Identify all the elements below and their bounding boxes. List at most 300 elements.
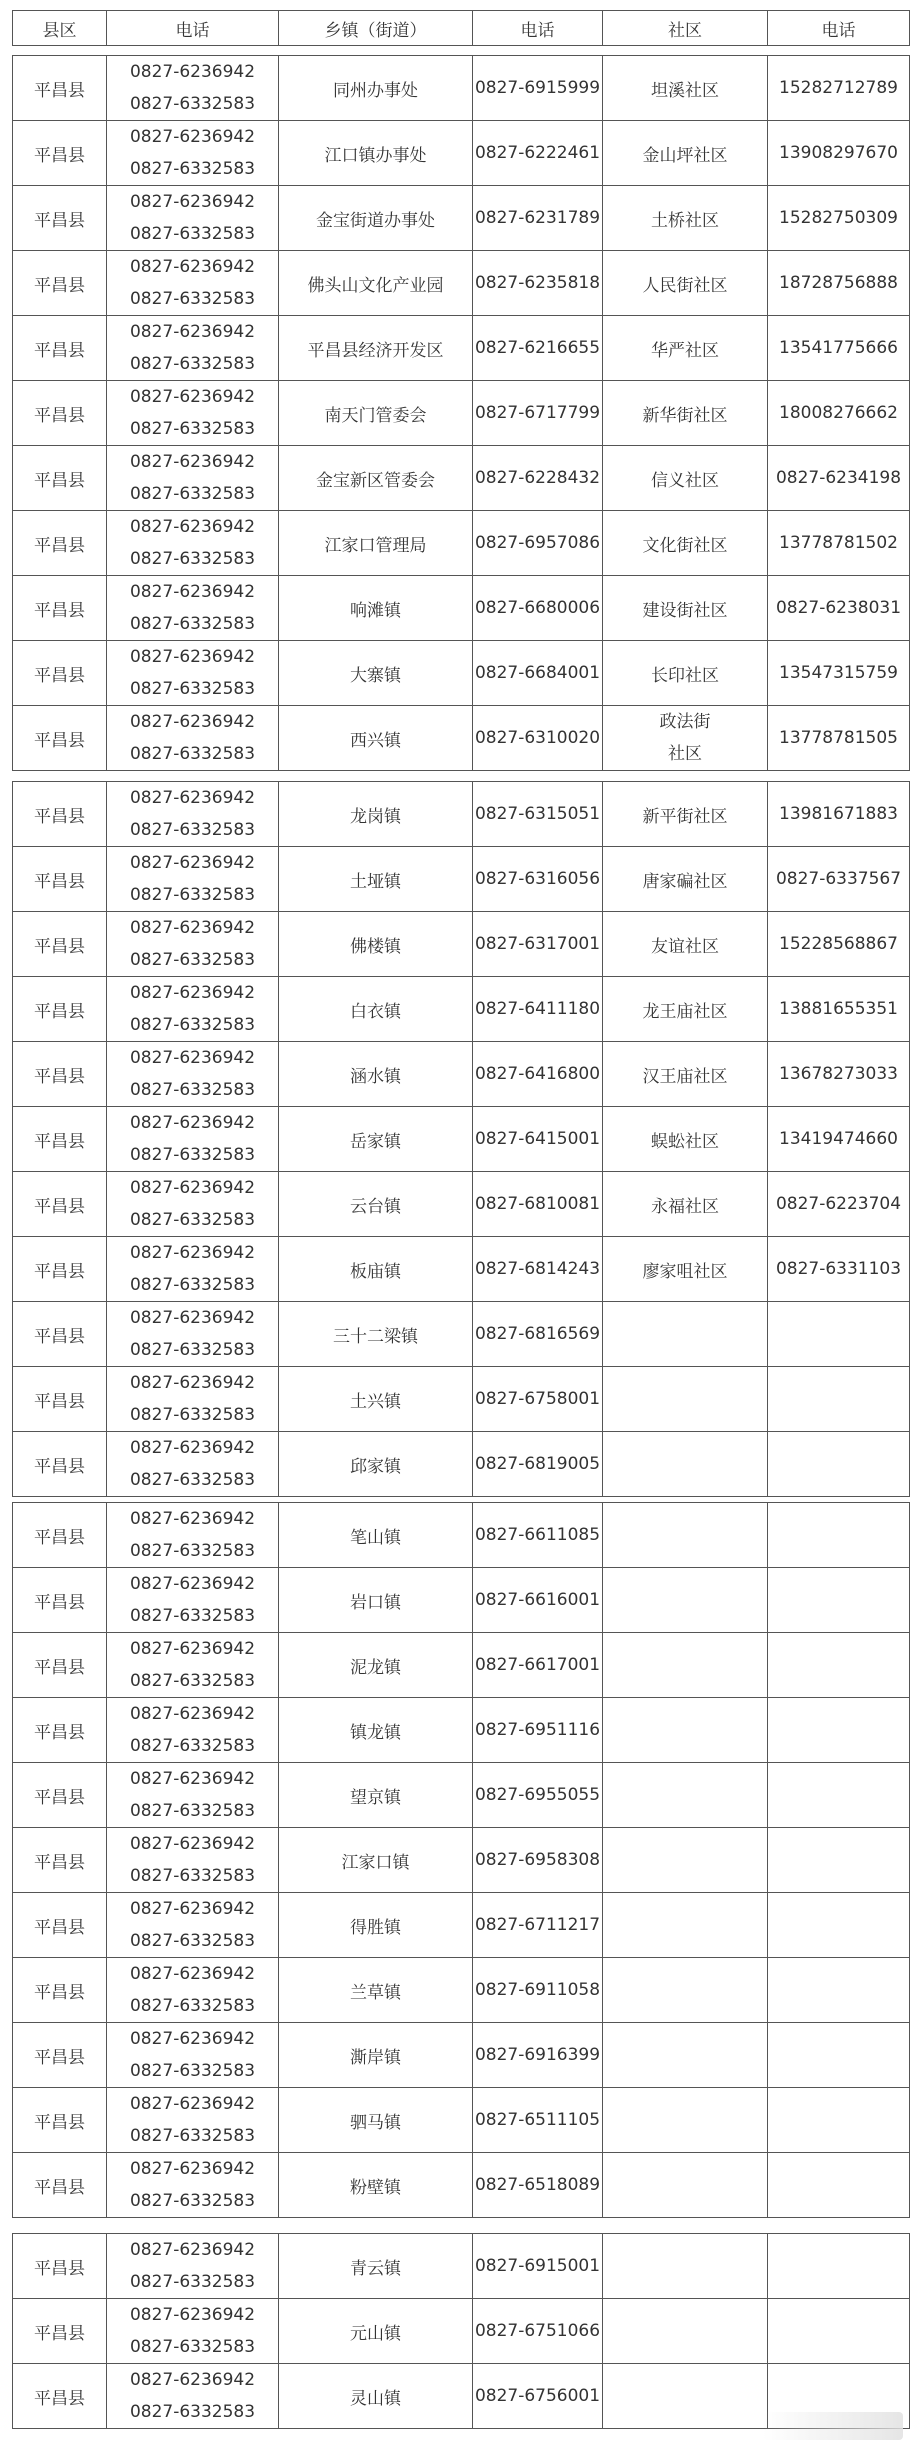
community-cell: 信义社区 — [603, 446, 768, 511]
county-cell: 平昌县 — [13, 2023, 107, 2088]
county-phone: 0827-6236942 — [129, 127, 256, 147]
county-cell: 平昌县 — [13, 1172, 107, 1237]
table-row — [13, 511, 910, 576]
county-phone: 0827-6332583 — [129, 484, 256, 504]
community-cell: 友谊社区 — [603, 912, 768, 977]
table-row — [13, 1503, 910, 1568]
county-phone: 0827-6236942 — [129, 257, 256, 277]
town-cell: 望京镇 — [279, 1763, 473, 1828]
county-phone-cell — [107, 1503, 279, 1568]
community-phone-cell: 13547315759 — [768, 641, 910, 706]
community-phone-cell: 0827-6234198 — [768, 446, 910, 511]
town-phone-cell: 0827-6915001 — [473, 2234, 603, 2299]
table-row — [13, 1302, 910, 1367]
community-phone-cell — [768, 1302, 910, 1367]
community-cell — [603, 2364, 768, 2429]
county-phone: 0827-6332583 — [129, 354, 256, 374]
county-phone: 0827-6236942 — [129, 517, 256, 537]
community-cell — [603, 1958, 768, 2023]
town-phone-cell: 0827-6611085 — [473, 1503, 603, 1568]
town-cell: 佛头山文化产业园 — [279, 251, 473, 316]
county-phone: 0827-6332583 — [129, 1210, 256, 1230]
community-phone-cell — [768, 2299, 910, 2364]
table-row — [13, 641, 910, 706]
header-table — [12, 10, 910, 46]
county-phone: 0827-6332583 — [129, 2191, 256, 2211]
county-cell: 平昌县 — [13, 977, 107, 1042]
county-phone: 0827-6332583 — [129, 1145, 256, 1165]
county-phone: 0827-6332583 — [129, 885, 256, 905]
town-cell: 同州办事处 — [279, 56, 473, 121]
county-phone: 0827-6332583 — [129, 820, 256, 840]
county-phone: 0827-6236942 — [129, 1704, 256, 1724]
community-phone-cell — [768, 1893, 910, 1958]
county-phone: 0827-6332583 — [129, 950, 256, 970]
county-phone-cell — [107, 2364, 279, 2429]
table-row — [13, 1633, 910, 1698]
county-phone-cell — [107, 251, 279, 316]
county-phone: 0827-6332583 — [129, 1340, 256, 1360]
county-phone: 0827-6236942 — [129, 1178, 256, 1198]
community-cell — [603, 706, 768, 771]
county-cell: 平昌县 — [13, 782, 107, 847]
town-cell: 邱家镇 — [279, 1432, 473, 1497]
table-row — [13, 912, 910, 977]
county-cell: 平昌县 — [13, 1828, 107, 1893]
county-cell: 平昌县 — [13, 1893, 107, 1958]
header-community-phone: 电话 — [768, 11, 910, 46]
community-cell: 人民街社区 — [603, 251, 768, 316]
county-phone: 0827-6236942 — [129, 1769, 256, 1789]
table-row — [13, 1958, 910, 2023]
county-phone-cell — [107, 1432, 279, 1497]
town-cell: 大寨镇 — [279, 641, 473, 706]
county-cell: 平昌县 — [13, 2234, 107, 2299]
county-phone: 0827-6236942 — [129, 2305, 256, 2325]
county-phone-cell — [107, 1237, 279, 1302]
table-row — [13, 977, 910, 1042]
community-cell — [603, 1763, 768, 1828]
town-phone-cell: 0827-6222461 — [473, 121, 603, 186]
county-phone: 0827-6236942 — [129, 1834, 256, 1854]
community-phone-cell — [768, 1633, 910, 1698]
community-cell: 龙王庙社区 — [603, 977, 768, 1042]
town-cell: 龙岗镇 — [279, 782, 473, 847]
county-phone: 0827-6236942 — [129, 1308, 256, 1328]
community-cell — [603, 2088, 768, 2153]
county-phone: 0827-6332583 — [129, 1736, 256, 1756]
town-phone-cell: 0827-6680006 — [473, 576, 603, 641]
county-phone-cell — [107, 576, 279, 641]
table-row — [13, 576, 910, 641]
county-phone: 0827-6332583 — [129, 1931, 256, 1951]
table-row — [13, 2153, 910, 2218]
community-cell — [603, 1503, 768, 1568]
community-phone-cell: 15282712789 — [768, 56, 910, 121]
county-phone: 0827-6236942 — [129, 1438, 256, 1458]
town-cell: 镇龙镇 — [279, 1698, 473, 1763]
table-row — [13, 251, 910, 316]
county-cell: 平昌县 — [13, 576, 107, 641]
town-cell: 土兴镇 — [279, 1367, 473, 1432]
town-phone-cell: 0827-6717799 — [473, 381, 603, 446]
community-phone-cell: 0827-6238031 — [768, 576, 910, 641]
town-phone-cell: 0827-6955055 — [473, 1763, 603, 1828]
county-phone-cell — [107, 446, 279, 511]
county-phone: 0827-6332583 — [129, 159, 256, 179]
county-cell: 平昌县 — [13, 1633, 107, 1698]
town-phone-cell: 0827-6814243 — [473, 1237, 603, 1302]
town-cell: 江家口镇 — [279, 1828, 473, 1893]
county-phone: 0827-6236942 — [129, 853, 256, 873]
county-cell: 平昌县 — [13, 912, 107, 977]
county-phone-cell — [107, 706, 279, 771]
town-phone-cell: 0827-6684001 — [473, 641, 603, 706]
community-cell: 新平街社区 — [603, 782, 768, 847]
county-phone: 0827-6236942 — [129, 582, 256, 602]
county-phone: 0827-6236942 — [129, 452, 256, 472]
town-phone-cell: 0827-6315051 — [473, 782, 603, 847]
community-phone-cell: 13981671883 — [768, 782, 910, 847]
community-phone-cell — [768, 2234, 910, 2299]
town-cell: 元山镇 — [279, 2299, 473, 2364]
county-phone-cell — [107, 1172, 279, 1237]
county-phone: 0827-6332583 — [129, 1405, 256, 1425]
contact-table-section-1 — [12, 55, 910, 771]
county-phone: 0827-6236942 — [129, 1899, 256, 1919]
community-phone-cell: 0827-6331103 — [768, 1237, 910, 1302]
county-cell: 平昌县 — [13, 316, 107, 381]
header-phone: 电话 — [107, 11, 279, 46]
county-phone: 0827-6236942 — [129, 2094, 256, 2114]
county-phone: 0827-6236942 — [129, 788, 256, 808]
community-cell: 坦溪社区 — [603, 56, 768, 121]
community-cell: 蜈蚣社区 — [603, 1107, 768, 1172]
county-phone: 0827-6236942 — [129, 2029, 256, 2049]
county-phone: 0827-6332583 — [129, 2272, 256, 2292]
watermark — [763, 2412, 903, 2440]
county-cell: 平昌县 — [13, 847, 107, 912]
community-cell — [603, 1432, 768, 1497]
county-phone: 0827-6332583 — [129, 744, 256, 764]
table-row — [13, 782, 910, 847]
community-phone-cell — [768, 1698, 910, 1763]
town-phone-cell: 0827-6751066 — [473, 2299, 603, 2364]
community-phone-cell: 13908297670 — [768, 121, 910, 186]
town-phone-cell: 0827-6518089 — [473, 2153, 603, 2218]
community-cell — [603, 1302, 768, 1367]
table-row — [13, 1698, 910, 1763]
county-phone-cell — [107, 1893, 279, 1958]
county-cell: 平昌县 — [13, 186, 107, 251]
town-cell: 粉壁镇 — [279, 2153, 473, 2218]
town-cell: 兰草镇 — [279, 1958, 473, 2023]
town-cell: 金宝新区管委会 — [279, 446, 473, 511]
county-phone: 0827-6236942 — [129, 1574, 256, 1594]
county-cell: 平昌县 — [13, 706, 107, 771]
community-cell — [603, 2153, 768, 2218]
town-phone-cell: 0827-6511105 — [473, 2088, 603, 2153]
community-name: 社区 — [668, 744, 702, 764]
county-cell: 平昌县 — [13, 1237, 107, 1302]
county-phone: 0827-6332583 — [129, 224, 256, 244]
county-phone: 0827-6236942 — [129, 647, 256, 667]
county-phone-cell — [107, 1107, 279, 1172]
table-row — [13, 847, 910, 912]
community-cell — [603, 1893, 768, 1958]
county-cell: 平昌县 — [13, 2088, 107, 2153]
county-phone: 0827-6236942 — [129, 192, 256, 212]
community-phone-cell: 15282750309 — [768, 186, 910, 251]
community-phone-cell: 0827-6337567 — [768, 847, 910, 912]
header-town: 乡镇（街道） — [279, 11, 473, 46]
contact-table-section-3 — [12, 1502, 910, 2218]
town-phone-cell: 0827-6958308 — [473, 1828, 603, 1893]
community-cell: 长印社区 — [603, 641, 768, 706]
table-row — [13, 2234, 910, 2299]
community-phone-cell — [768, 1503, 910, 1568]
county-cell: 平昌县 — [13, 1503, 107, 1568]
county-phone: 0827-6332583 — [129, 1996, 256, 2016]
community-cell: 金山坪社区 — [603, 121, 768, 186]
county-phone: 0827-6332583 — [129, 2402, 256, 2422]
town-cell: 白衣镇 — [279, 977, 473, 1042]
county-phone: 0827-6236942 — [129, 1048, 256, 1068]
county-cell: 平昌县 — [13, 1302, 107, 1367]
county-cell: 平昌县 — [13, 1763, 107, 1828]
community-phone-cell — [768, 1828, 910, 1893]
town-cell: 泥龙镇 — [279, 1633, 473, 1698]
county-cell: 平昌县 — [13, 1107, 107, 1172]
header-county: 县区 — [13, 11, 107, 46]
county-phone-cell — [107, 186, 279, 251]
town-phone-cell: 0827-6911058 — [473, 1958, 603, 2023]
table-row — [13, 1042, 910, 1107]
county-phone: 0827-6332583 — [129, 549, 256, 569]
county-phone: 0827-6236942 — [129, 2240, 256, 2260]
county-phone: 0827-6332583 — [129, 1671, 256, 1691]
community-cell — [603, 1568, 768, 1633]
community-cell — [603, 1698, 768, 1763]
community-phone-cell — [768, 1763, 910, 1828]
town-phone-cell: 0827-6915999 — [473, 56, 603, 121]
table-row — [13, 121, 910, 186]
county-phone-cell — [107, 977, 279, 1042]
county-phone-cell — [107, 1302, 279, 1367]
county-phone: 0827-6332583 — [129, 289, 256, 309]
community-phone-cell — [768, 1432, 910, 1497]
community-cell — [603, 1828, 768, 1893]
town-cell: 响滩镇 — [279, 576, 473, 641]
town-cell: 涵水镇 — [279, 1042, 473, 1107]
county-phone-cell — [107, 1042, 279, 1107]
town-phone-cell: 0827-6411180 — [473, 977, 603, 1042]
county-cell: 平昌县 — [13, 1958, 107, 2023]
town-phone-cell: 0827-6758001 — [473, 1367, 603, 1432]
county-cell: 平昌县 — [13, 446, 107, 511]
table-row — [13, 2299, 910, 2364]
county-phone-cell — [107, 2299, 279, 2364]
header-community: 社区 — [603, 11, 768, 46]
town-phone-cell: 0827-6816569 — [473, 1302, 603, 1367]
community-phone-cell — [768, 1958, 910, 2023]
county-phone: 0827-6236942 — [129, 1113, 256, 1133]
community-phone-cell — [768, 1367, 910, 1432]
table-row — [13, 2088, 910, 2153]
county-phone-cell — [107, 56, 279, 121]
county-phone-cell — [107, 2153, 279, 2218]
county-phone: 0827-6236942 — [129, 983, 256, 1003]
table-row — [13, 1828, 910, 1893]
town-phone-cell: 0827-6756001 — [473, 2364, 603, 2429]
table-row — [13, 2023, 910, 2088]
county-phone: 0827-6236942 — [129, 712, 256, 732]
county-phone: 0827-6332583 — [129, 1275, 256, 1295]
county-phone: 0827-6332583 — [129, 419, 256, 439]
town-phone-cell: 0827-6916399 — [473, 2023, 603, 2088]
county-phone: 0827-6236942 — [129, 62, 256, 82]
town-phone-cell: 0827-6957086 — [473, 511, 603, 576]
table-row — [13, 1237, 910, 1302]
town-cell: 江口镇办事处 — [279, 121, 473, 186]
town-cell: 金宝街道办事处 — [279, 186, 473, 251]
county-phone-cell — [107, 847, 279, 912]
community-cell — [603, 1633, 768, 1698]
table-row — [13, 446, 910, 511]
town-phone-cell: 0827-6228432 — [473, 446, 603, 511]
community-cell — [603, 2299, 768, 2364]
town-phone-cell: 0827-6216655 — [473, 316, 603, 381]
town-phone-cell: 0827-6951116 — [473, 1698, 603, 1763]
community-phone-cell: 13778781505 — [768, 706, 910, 771]
town-phone-cell: 0827-6416800 — [473, 1042, 603, 1107]
county-phone: 0827-6236942 — [129, 387, 256, 407]
county-phone-cell — [107, 2023, 279, 2088]
town-cell: 灵山镇 — [279, 2364, 473, 2429]
town-cell: 江家口管理局 — [279, 511, 473, 576]
community-cell: 文化街社区 — [603, 511, 768, 576]
town-phone-cell: 0827-6231789 — [473, 186, 603, 251]
town-cell: 佛楼镇 — [279, 912, 473, 977]
county-phone: 0827-6332583 — [129, 679, 256, 699]
county-phone-cell — [107, 511, 279, 576]
county-phone: 0827-6332583 — [129, 614, 256, 634]
town-cell: 澌岸镇 — [279, 2023, 473, 2088]
town-cell: 板庙镇 — [279, 1237, 473, 1302]
community-phone-cell: 13678273033 — [768, 1042, 910, 1107]
table-row — [13, 706, 910, 771]
county-phone: 0827-6332583 — [129, 94, 256, 114]
town-cell: 西兴镇 — [279, 706, 473, 771]
town-phone-cell: 0827-6617001 — [473, 1633, 603, 1698]
community-cell: 建设街社区 — [603, 576, 768, 641]
town-cell: 岩口镇 — [279, 1568, 473, 1633]
county-phone-cell — [107, 2088, 279, 2153]
county-cell: 平昌县 — [13, 2299, 107, 2364]
town-phone-cell: 0827-6415001 — [473, 1107, 603, 1172]
community-phone-cell: 13778781502 — [768, 511, 910, 576]
county-phone: 0827-6332583 — [129, 1080, 256, 1100]
county-phone-cell — [107, 912, 279, 977]
community-phone-cell: 13419474660 — [768, 1107, 910, 1172]
county-phone: 0827-6236942 — [129, 1243, 256, 1263]
county-phone: 0827-6332583 — [129, 1015, 256, 1035]
county-phone: 0827-6236942 — [129, 1639, 256, 1659]
community-cell — [603, 2023, 768, 2088]
town-phone-cell: 0827-6810081 — [473, 1172, 603, 1237]
community-phone-cell — [768, 2088, 910, 2153]
county-cell: 平昌县 — [13, 2364, 107, 2429]
town-phone-cell: 0827-6711217 — [473, 1893, 603, 1958]
town-cell: 云台镇 — [279, 1172, 473, 1237]
county-phone: 0827-6236942 — [129, 2159, 256, 2179]
table-row — [13, 1432, 910, 1497]
town-phone-cell: 0827-6616001 — [473, 1568, 603, 1633]
county-phone: 0827-6236942 — [129, 2370, 256, 2390]
town-cell: 得胜镇 — [279, 1893, 473, 1958]
county-cell: 平昌县 — [13, 1042, 107, 1107]
community-cell: 汉王庙社区 — [603, 1042, 768, 1107]
community-phone-cell: 18008276662 — [768, 381, 910, 446]
county-phone-cell — [107, 1958, 279, 2023]
county-cell: 平昌县 — [13, 1432, 107, 1497]
county-phone-cell — [107, 782, 279, 847]
header-town-phone: 电话 — [473, 11, 603, 46]
county-phone: 0827-6236942 — [129, 1964, 256, 1984]
town-cell: 土垭镇 — [279, 847, 473, 912]
table-row — [13, 186, 910, 251]
county-phone: 0827-6332583 — [129, 1470, 256, 1490]
county-phone-cell — [107, 381, 279, 446]
county-phone-cell — [107, 1633, 279, 1698]
table-row — [13, 1172, 910, 1237]
county-phone-cell — [107, 1828, 279, 1893]
community-cell — [603, 1367, 768, 1432]
county-phone-cell — [107, 2234, 279, 2299]
table-row — [13, 56, 910, 121]
community-cell: 廖家咀社区 — [603, 1237, 768, 1302]
county-cell: 平昌县 — [13, 121, 107, 186]
county-cell: 平昌县 — [13, 641, 107, 706]
county-phone: 0827-6332583 — [129, 1606, 256, 1626]
community-phone-cell — [768, 1568, 910, 1633]
town-phone-cell: 0827-6819005 — [473, 1432, 603, 1497]
town-cell: 笔山镇 — [279, 1503, 473, 1568]
town-cell: 平昌县经济开发区 — [279, 316, 473, 381]
community-phone-cell: 13541775666 — [768, 316, 910, 381]
community-name: 政法街 — [659, 712, 711, 732]
town-cell: 南天门管委会 — [279, 381, 473, 446]
contact-table-section-4 — [12, 2233, 910, 2429]
town-phone-cell: 0827-6310020 — [473, 706, 603, 771]
county-cell: 平昌县 — [13, 511, 107, 576]
county-cell: 平昌县 — [13, 56, 107, 121]
community-cell: 新华街社区 — [603, 381, 768, 446]
county-phone: 0827-6332583 — [129, 2337, 256, 2357]
community-cell: 永福社区 — [603, 1172, 768, 1237]
county-phone: 0827-6332583 — [129, 2126, 256, 2146]
table-row — [13, 1893, 910, 1958]
town-cell: 岳家镇 — [279, 1107, 473, 1172]
county-phone-cell — [107, 1367, 279, 1432]
community-cell: 土桥社区 — [603, 186, 768, 251]
county-phone-cell — [107, 641, 279, 706]
county-cell: 平昌县 — [13, 381, 107, 446]
community-cell: 华严社区 — [603, 316, 768, 381]
county-phone: 0827-6236942 — [129, 1509, 256, 1529]
town-phone-cell: 0827-6235818 — [473, 251, 603, 316]
county-phone: 0827-6236942 — [129, 918, 256, 938]
